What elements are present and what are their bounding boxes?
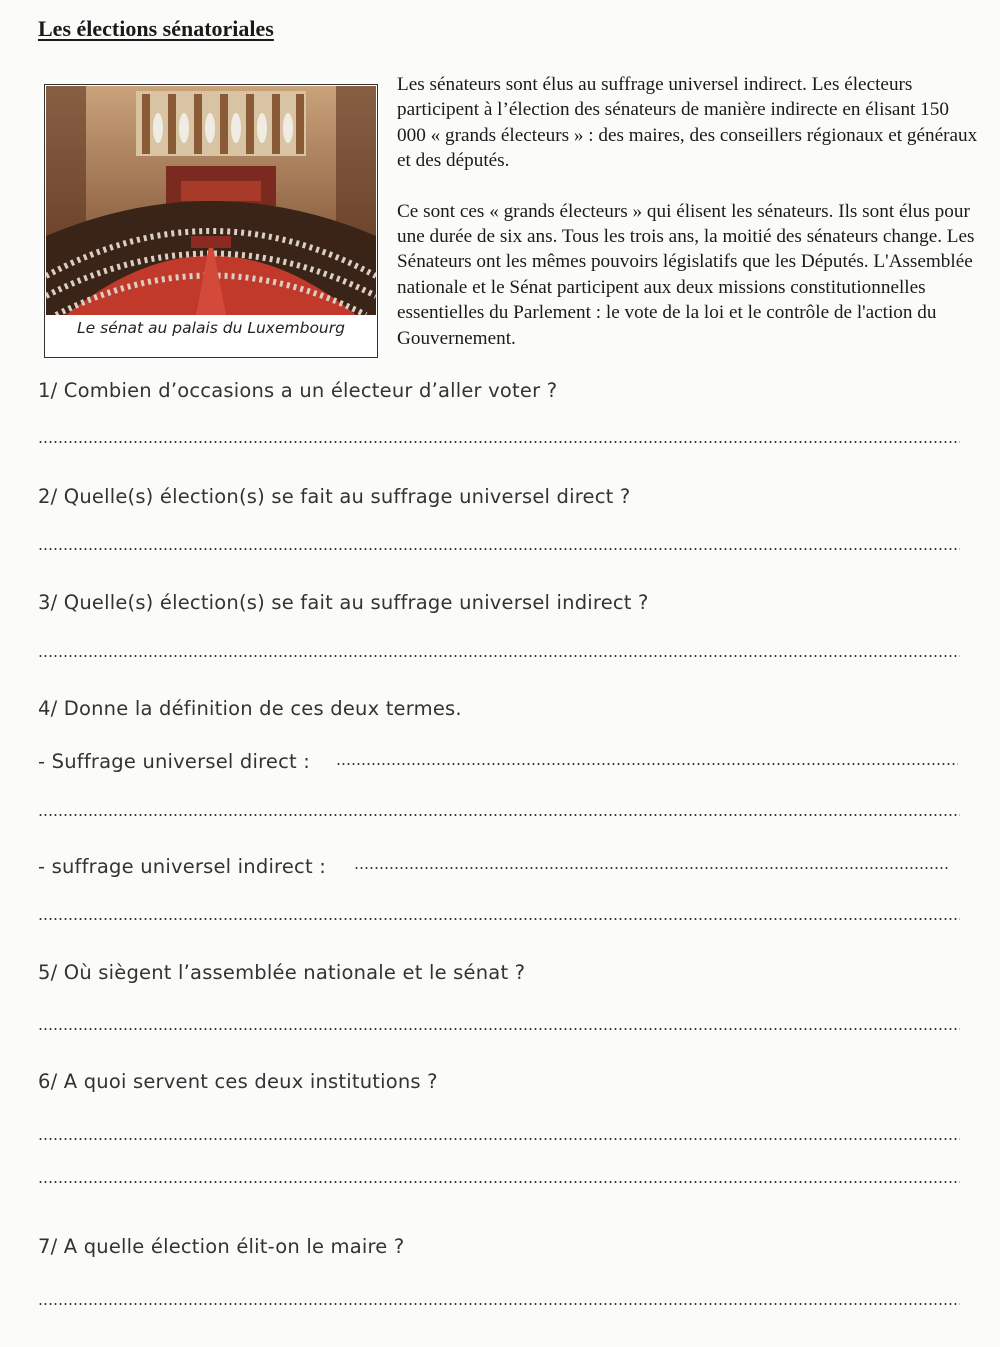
page-title: Les élections sénatoriales: [38, 16, 274, 41]
senate-figure: [44, 84, 378, 358]
question-5: 5/ Où siègent l’assemblée nationale et le sénat ?: [38, 961, 526, 984]
answer-line-4a-inline[interactable]: [336, 763, 958, 765]
question-4: 4/ Donne la définition de ces deux termes.: [38, 697, 462, 720]
question-7: 7/ A quelle élection élit-on le maire ?: [38, 1235, 405, 1258]
answer-line-4a[interactable]: [38, 814, 960, 816]
answer-line-6a[interactable]: [38, 1138, 960, 1140]
answer-line-4b[interactable]: [38, 918, 960, 920]
answer-line-1[interactable]: [38, 441, 960, 443]
answer-line-5[interactable]: [38, 1028, 960, 1030]
question-3: 3/ Quelle(s) élection(s) se fait au suffrage universel indirect ?: [38, 591, 649, 614]
question-1: 1/ Combien d’occasions a un électeur d’aller voter ?: [38, 379, 558, 402]
answer-line-4b-inline[interactable]: [354, 867, 950, 869]
intro-text: [397, 72, 979, 351]
senate-chamber-photo: [46, 86, 376, 315]
question-4a-label: - Suffrage universel direct :: [38, 750, 311, 773]
figure-caption: Le sénat au palais du Luxembourg: [77, 319, 345, 337]
answer-line-2[interactable]: [38, 548, 960, 550]
question-6: 6/ A quoi servent ces deux institutions ?: [38, 1070, 438, 1093]
answer-line-6b[interactable]: [38, 1181, 960, 1183]
intro-paragraph-2: Ce sont ces « grands électeurs » qui élisent les sénateurs. Ils sont élus pour une durée de six ans. Tous les trois ans, la moitié des sénateurs change. Les Sénateurs ont les mêmes pouvoirs législatifs que les Députés. L'Assemblée nationale et le Sénat participent aux deux missions constitutionnelles essentielles du Parlement : le vote de la loi et le contrôle de l'action du Gouvernement.: [397, 200, 975, 349]
question-4b-label: - suffrage universel indirect :: [38, 855, 326, 878]
intro-paragraph-1: Les sénateurs sont élus au suffrage universel indirect. Les électeurs participent à l’élection des sénateurs de manière indirecte en élisant 150 000 « grands électeurs » : des maires, des conseillers régionaux et généraux et des députés.: [397, 74, 978, 172]
answer-line-3[interactable]: [38, 655, 960, 657]
answer-line-7[interactable]: [38, 1303, 960, 1305]
question-2: 2/ Quelle(s) élection(s) se fait au suffrage universel direct ?: [38, 485, 631, 508]
